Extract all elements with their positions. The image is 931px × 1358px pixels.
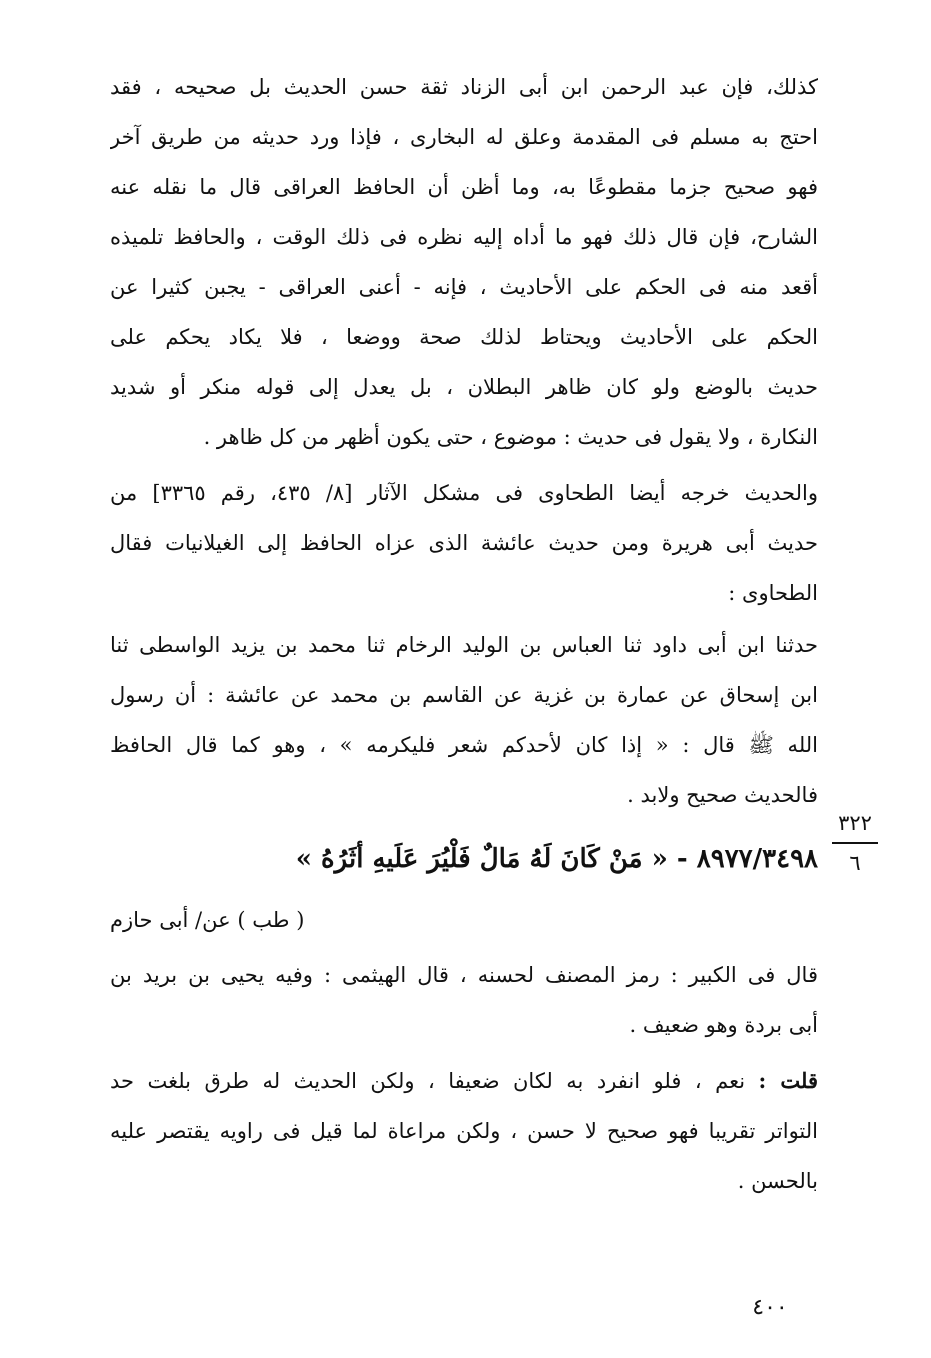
- hadith-heading: ٨٩٧٧/٣٤٩٨ - « مَنْ كَانَ لَهُ مَالٌ فَلْيُرَ عَلَيهِ أثَرُهُ »: [295, 844, 818, 874]
- text-line: حديث بالوضع ولو كان ظاهر البطلان ، بل يعدل إلى قوله منكر أو شديد: [110, 375, 818, 399]
- text-line: الحكم على الأحاديث ويحتاط لذلك صحة ووضعا ، فلا يكاد يحكم على: [110, 325, 818, 349]
- paragraph-isnad: [110, 620, 818, 820]
- text-line: احتج به مسلم فى المقدمة وعلق له البخارى ، فإذا ورد حديثه من طريق آخر: [110, 125, 818, 149]
- hadith-source: ( طب ) عن/ أبى حازم: [110, 908, 305, 932]
- page-number: ٤٠٠: [752, 1295, 788, 1320]
- text-line: بالحسن .: [737, 1169, 818, 1193]
- text-line: الشارح، فإن قال ذلك فهو ما أداه إليه نظره فى ذلك الوقت ، والحافظ تلميذه: [110, 225, 818, 249]
- paragraph-tahawi-reference: [110, 468, 818, 618]
- text-line: قال فى الكبير : رمز المصنف لحسنه ، قال الهيثمى : وفيه يحيى بن بريد بن: [110, 963, 818, 987]
- text-line: فهو صحيح جزما مقطوعًا به، وما أظن أن الحافظ العراقى قال ما نقله عنه: [110, 175, 818, 199]
- text-line: التواتر تقريبا فهو صحيح لا حسن ، ولكن مراعاة لما قيل فى راويه يقتصر عليه: [110, 1119, 818, 1143]
- margin-hadith-number: [832, 808, 878, 878]
- text-line: حدثنا ابن أبى داود ثنا العباس بن الوليد الرخام ثنا محمد بن يزيد الواسطى ثنا: [110, 633, 818, 657]
- paragraph-kabir: [110, 950, 818, 1050]
- text-line: أبى بردة وهو ضعيف .: [629, 1013, 818, 1037]
- text-line: الله ﷺ قال : « إذا كان لأحدكم شعر فليكرمه » ، وهو كما قال الحافظ: [110, 733, 818, 757]
- text-line: حديث أبى هريرة ومن حديث عائشة الذى عزاه الحافظ إلى الغيلانيات فقال: [110, 531, 818, 555]
- text-line: والحديث خرجه أيضا الطحاوى فى مشكل الآثار [٨/ ٤٣٥، رقم ٣٣٦٥] من: [110, 481, 818, 505]
- text-line: أقعد منه فى الحكم على الأحاديث ، فإنه - أعنى العراقى - يجبن كثيرا عن: [110, 275, 818, 299]
- paragraph-author-note: [110, 1056, 818, 1206]
- text-line: كذلك، فإن عبد الرحمن ابن أبى الزناد ثقة حسن الحديث بل صحيحه ، فقد: [110, 75, 818, 99]
- text-line: الطحاوى :: [728, 581, 818, 605]
- text-line-rest: نعم ، فلو انفرد به لكان ضعيفا ، ولكن الحديث له طرق بلغت حد: [110, 1069, 759, 1093]
- text-line: فالحديث صحيح ولابد .: [627, 783, 818, 807]
- text-line: [110, 1056, 818, 1106]
- text-line: النكارة ، ولا يقول فى حديث : موضوع ، حتى يكون أظهر من كل ظاهر .: [203, 425, 818, 449]
- lead-word: قلت :: [758, 1068, 818, 1093]
- margin-divider: [832, 842, 878, 844]
- paragraph-commentary: [110, 62, 818, 462]
- margin-denominator: ٦: [849, 851, 861, 875]
- text-line: ابن إسحاق عن عمارة بن غزية عن القاسم بن محمد عن عائشة : أن رسول: [110, 683, 818, 707]
- margin-numerator: ٣٢٢: [838, 811, 872, 835]
